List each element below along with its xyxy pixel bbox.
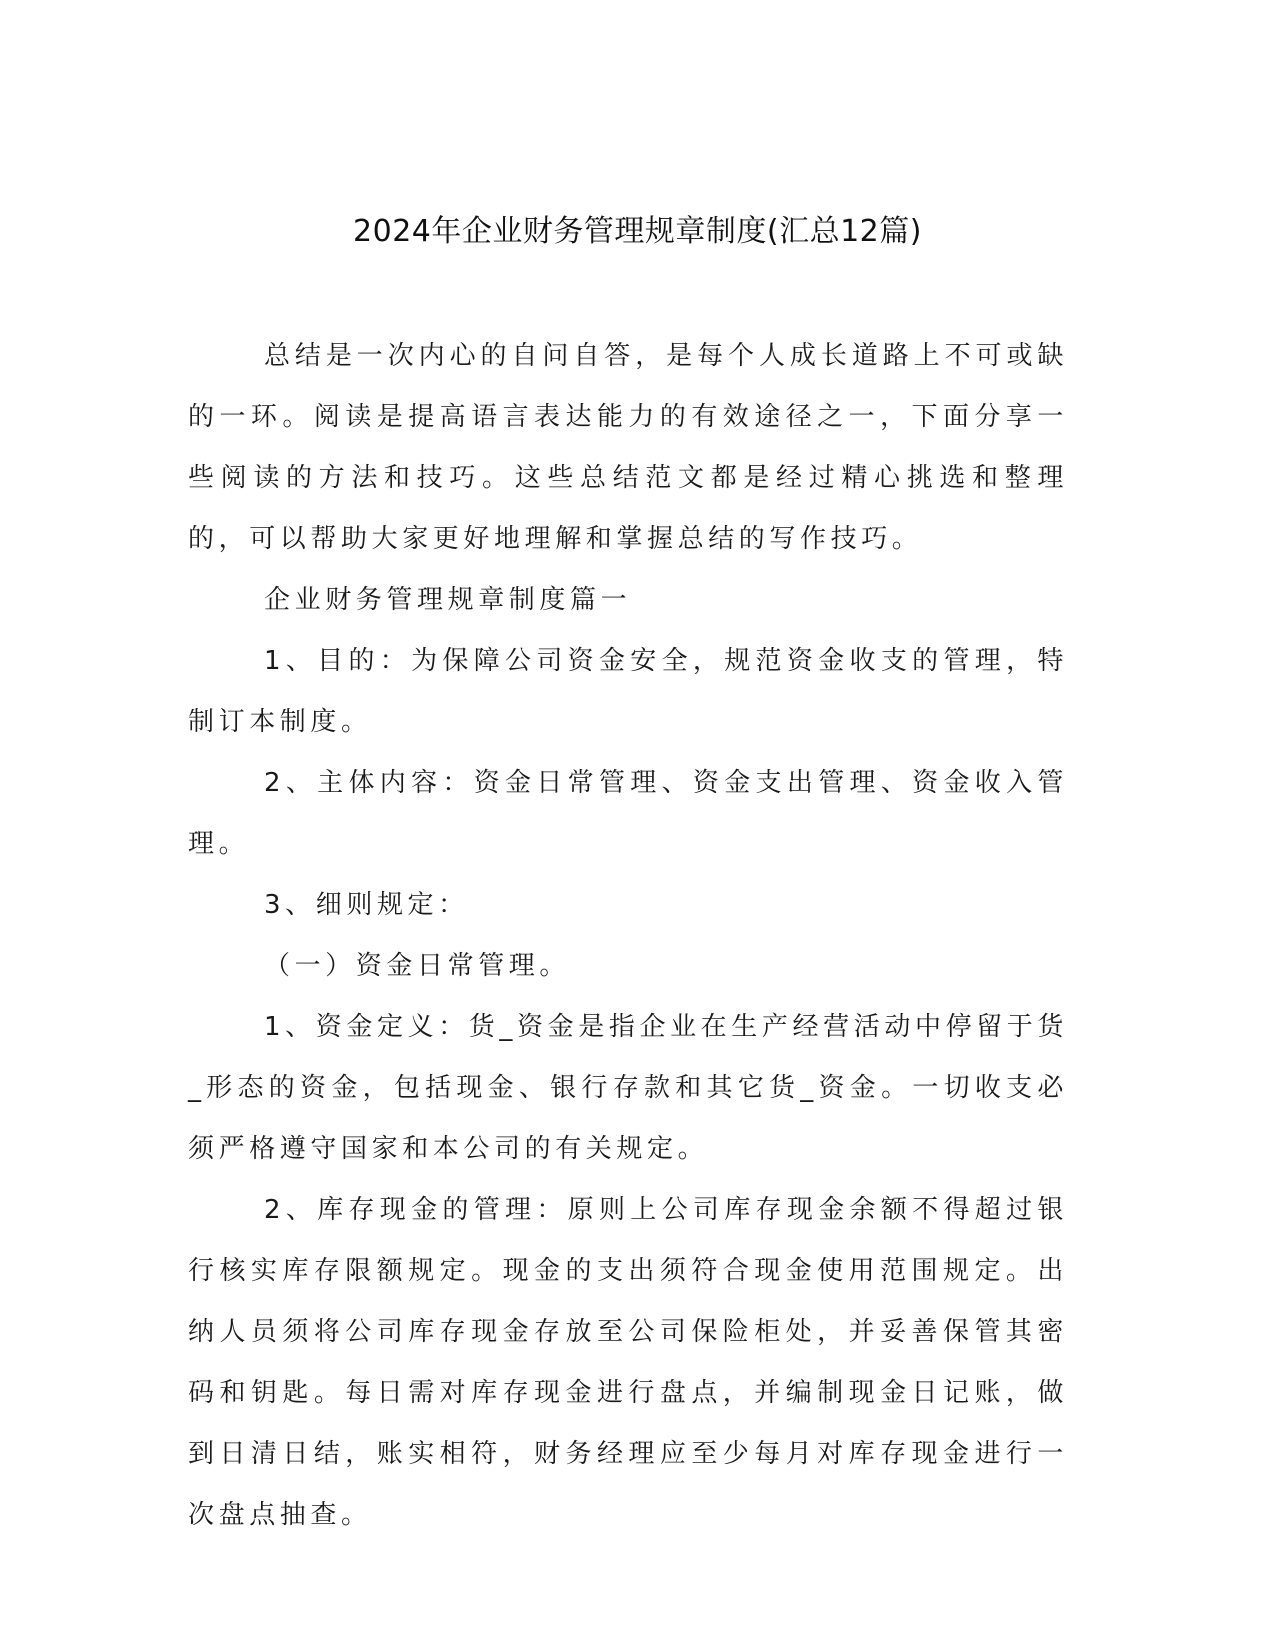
section-heading: 企业财务管理规章制度篇一	[264, 585, 632, 615]
cash-management-paragraph: 2、库存现金的管理：原则上公司库存现金余额不得超过银行核实库存限额规定。现金的支出须符合现金使用范围规定。出纳人员须将公司库存现金存放至公司保险柜处，并妥善保管其密码和钥匙。每日需对库存现金进行盘点，并编制现金日记账，做到日清日结，账实相符，财务经理应至少每月对库存现金进行一次盘点抽查。	[188, 1195, 1068, 1530]
rules-heading: 3、细则规定：	[264, 890, 469, 920]
intro-paragraph: 总结是一次内心的自问自答，是每个人成长道路上不可或缺的一环。阅读是提高语言表达能力的有效途径之一，下面分享一些阅读的方法和技巧。这些总结范文都是经过精心挑选和整理的，可以帮助大家更好地理解和掌握总结的写作技巧。	[188, 341, 1068, 554]
main-content-paragraph: 2、主体内容：资金日常管理、资金支出管理、资金收入管理。	[188, 768, 1068, 859]
document-title: 2024年企业财务管理规章制度(汇总12篇)	[353, 214, 922, 249]
document-body	[188, 326, 1068, 1546]
purpose-paragraph: 1、目的：为保障公司资金安全，规范资金收支的管理，特制订本制度。	[188, 646, 1068, 737]
fund-definition-paragraph: 1、资金定义：货_资金是指企业在生产经营活动中停留于货_形态的资金，包括现金、银行存款和其它货_资金。一切收支必须严格遵守国家和本公司的有关规定。	[188, 1012, 1068, 1164]
subsection-heading: （一）资金日常管理。	[264, 951, 571, 981]
